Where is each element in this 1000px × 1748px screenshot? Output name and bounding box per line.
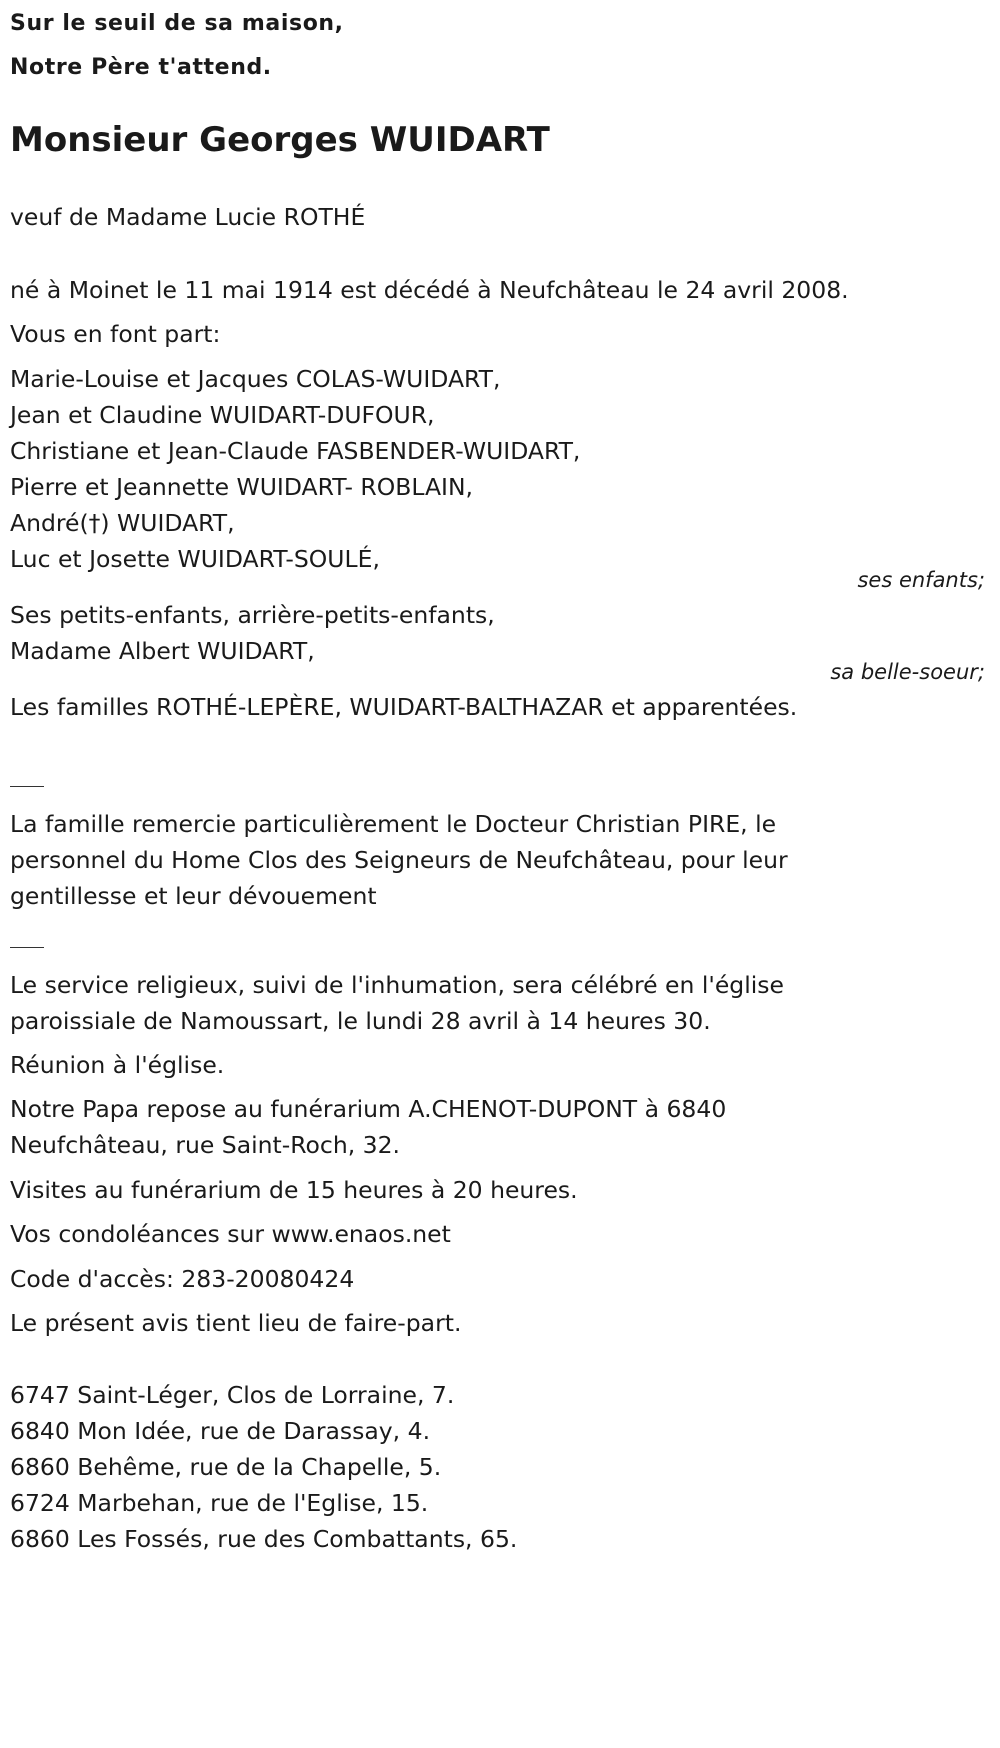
visits-line: Visites au funérarium de 15 heures à 20 heures. <box>10 1176 578 1204</box>
address-line: 6724 Marbehan, rue de l'Eglise, 15. <box>10 1489 429 1517</box>
families-line: Les familles ROTHÉ-LEPÈRE, WUIDART-BALTHAZAR et apparentées. <box>10 693 798 721</box>
thanks-line: gentillesse et leur dévouement <box>10 882 377 910</box>
sister-in-law-line: Madame Albert WUIDART, <box>10 637 315 665</box>
section-divider <box>10 786 44 787</box>
sister-in-law-role: sa belle-soeur; <box>830 660 985 684</box>
child-line: Jean et Claudine WUIDART-DUFOUR, <box>10 401 435 429</box>
address-line: 6860 Behême, rue de la Chapelle, 5. <box>10 1453 442 1481</box>
notice-line: Le présent avis tient lieu de faire-part. <box>10 1309 462 1337</box>
service-line: Le service religieux, suivi de l'inhumation, sera célébré en l'église <box>10 971 784 999</box>
condolences-line: Vos condoléances sur www.enaos.net <box>10 1220 451 1248</box>
rest-line: Neufchâteau, rue Saint-Roch, 32. <box>10 1131 401 1159</box>
announce-intro: Vous en font part: <box>10 320 221 348</box>
child-line: Christiane et Jean-Claude FASBENDER-WUIDART, <box>10 437 581 465</box>
thanks-line: personnel du Home Clos des Seigneurs de Neufchâteau, pour leur <box>10 846 788 874</box>
child-line: Marie-Louise et Jacques COLAS-WUIDART, <box>10 365 501 393</box>
section-divider <box>10 947 44 948</box>
address-line: 6860 Les Fossés, rue des Combattants, 65. <box>10 1525 518 1553</box>
birth-death-line: né à Moinet le 11 mai 1914 est décédé à Neufchâteau le 24 avril 2008. <box>10 276 849 304</box>
address-line: 6840 Mon Idée, rue de Darassay, 4. <box>10 1417 431 1445</box>
meeting-line: Réunion à l'église. <box>10 1051 225 1079</box>
child-line: Luc et Josette WUIDART-SOULÉ, <box>10 545 380 573</box>
child-line: André(†) WUIDART, <box>10 509 235 537</box>
address-line: 6747 Saint-Léger, Clos de Lorraine, 7. <box>10 1381 455 1409</box>
service-line: paroissiale de Namoussart, le lundi 28 avril à 14 heures 30. <box>10 1007 711 1035</box>
thanks-line: La famille remercie particulièrement le Docteur Christian PIRE, le <box>10 810 777 838</box>
deceased-name: Monsieur Georges WUIDART <box>10 120 550 160</box>
grandchildren-line: Ses petits-enfants, arrière-petits-enfants, <box>10 601 495 629</box>
spouse-line: veuf de Madame Lucie ROTHÉ <box>10 203 366 231</box>
child-line: Pierre et Jeannette WUIDART- ROBLAIN, <box>10 473 474 501</box>
children-role: ses enfants; <box>857 568 985 592</box>
verse-line-1: Sur le seuil de sa maison, <box>10 11 344 36</box>
access-code-line: Code d'accès: 283-20080424 <box>10 1265 355 1293</box>
rest-line: Notre Papa repose au funérarium A.CHENOT-DUPONT à 6840 <box>10 1095 727 1123</box>
verse-line-2: Notre Père t'attend. <box>10 55 272 80</box>
